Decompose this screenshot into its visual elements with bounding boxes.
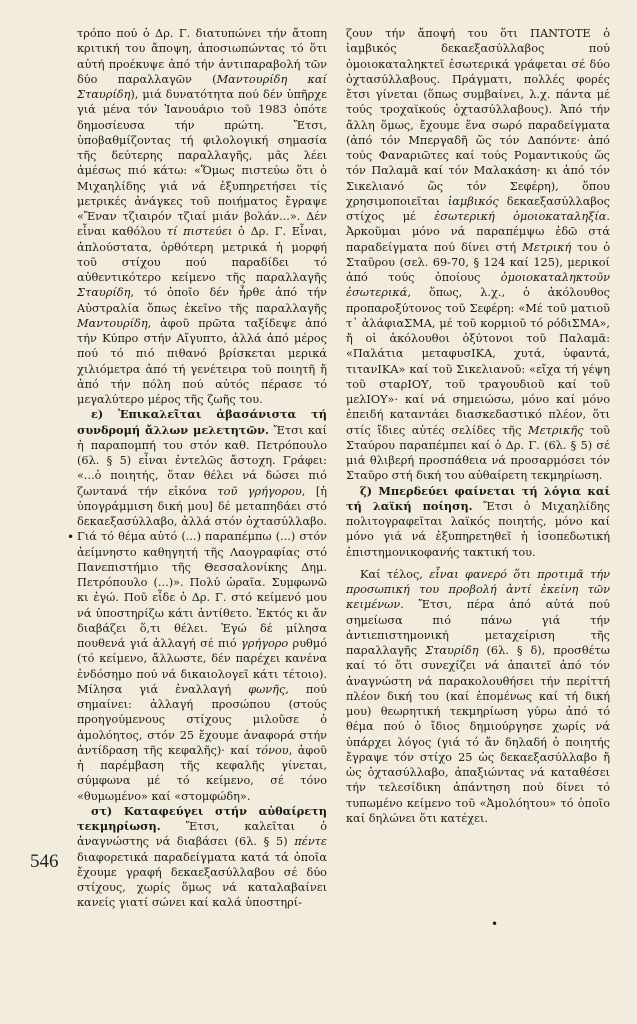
- text-run: (6λ. § δ), προσθέτω καί τό ὅτι συνεχίζει νά ἀπαιτεῖ ἀπό τόν ἀναγνώστη νά παρακολουθήσει τήν περίττή πλέον δική του (καί ἑπομένως καί τή δική μου) θεωρητική τεκμηρίωση γύρω ἀπό τό θέμα πού ὁ ἴδιος δημιούργησε χωρίς νά ὑπάρχει λόγος (γιά τό ἄν δηλαδή ὁ ποιητής ἔγραψε τόν στίχο 25 ὡς δεκαεξασύλλαβο ἤ ὡς ὀχτασύλλαβο, ἀπαξιώντας νά καταθέσει τήν τελεσίδικη ἀπάντηση πού δίνει τό τυπωμένο κείμενο τοῦ «Ἀμολόητου» τό ὁποῖο καί δηλώνει ὅτι κατέχει.: [346, 644, 610, 825]
- text-run: , ἀφοῦ πρῶτα ταξίδεψε ἀπό τήν Κύπρο στήν Αἴγυπτο, ἀλλά ἀπό μέρος πού τό πιό πιθανό βρίσκεται μερικά χιλιόμετρα ἀπό τή γενέτειρα τοῦ ποιητῆ ἤ ἀπό τήν πόλη πού αὐτός πέρασε τό μεγαλύτερο μέρος τῆς ζωῆς του.: [77, 316, 327, 406]
- italic-run: εἶναι φανερό ὅτι προτιμᾶ τήν προσωπική του προβολή ἀντί ἐκείνη τῶν κειμένων: [346, 567, 610, 612]
- italic-run: ἰαμβικός: [447, 194, 499, 208]
- text-run: του ὁ Σταῦρου (σελ. 69-70, § 124 καί 125), μερικοί ἀπό τούς ὁποίους: [346, 240, 611, 284]
- right-paragraph-1: [346, 26, 610, 484]
- section-st-heading: στ) Καταφεύγει στήν αὐθαίρετη τεκμηρίωση.: [77, 803, 327, 833]
- italic-run: Σταυρίδη: [77, 286, 131, 300]
- italic-run: τοῦ γρήγορου: [217, 484, 302, 498]
- text-run: . Ἔτσι, πέρα ἀπό αὐτά πού σημείωσα πιό πάνω γιά τήν ἀντιεπιστημονική μεταχείριση τῆς παραλλαγῆς: [346, 598, 610, 657]
- italic-run: Σταυρίδη: [425, 644, 479, 657]
- text-run: Ἔτσι, καλεῖται ὁ ἀναγνώστης νά διαβάσει (6λ. § 5): [77, 820, 327, 849]
- section-st-paragraph: [77, 804, 327, 911]
- final-paragraph: [346, 567, 610, 826]
- italic-run: Μαντουρίδη: [77, 316, 148, 330]
- section-z-paragraph: [346, 484, 610, 560]
- margin-mark: •: [67, 530, 75, 544]
- left-paragraph-1: [77, 26, 327, 407]
- italic-run: φωνῆς: [248, 682, 286, 696]
- text-run: τοῦ Σταύρου παραπέμπει καί ὁ Δρ. Γ. (6λ. § 5) σέ μιά θλιβερή προσπάθεια νά προσαρμόσει τόν Σταῦρο στή δική του αὐθαίρετη τεκμηρίωση.: [346, 423, 610, 483]
- text-run: ρυθμό (τό κείμενο, ἄλλωστε, δέν παρέχει κανένα ἐνδόσημο πού νά δικαιολογεῖ κάτι τέτοιο). Μίλησα γιά ἐναλλαγή: [77, 637, 328, 696]
- italic-run: ὁμοιοκαταληκτοῦν ἐσωτερικά: [346, 271, 610, 300]
- italic-run: Μετρική: [522, 240, 572, 254]
- text-run: Καί τέλος,: [360, 567, 430, 581]
- section-e-heading: ε) Ἐπικαλεῖται ἀβασάνιστα τή συνδρομή ἄλλων μελετητῶν.: [77, 407, 327, 437]
- text-run: Ἔτσι καί ἡ παραπομπή του στόν καθ. Πετρόπουλο (6λ. § 5) εἶναι ἐντελῶς ἄστοχη. Γράφει: «...ὁ ποιητής, ὅταν θέλει νά δώσει πιό ζωντανά τήν εἰκόνα: [77, 423, 327, 498]
- italic-run: Μαντουρίδη καί Σταυρίδη: [77, 72, 327, 101]
- text-run: , [ἡ ὑπογράμμιση δική μου] δέ μεταπηδάει στό δεκαεξασύλλαβο, ἀλλά στόν ὀχτασύλλαβο. Γιά τό θέμα αὐτό (...) παραπέμπω (...) στόν ἀείμνηστο καθηγητή τῆς Λαογραφίας στό Πανεπιστήμιο τῆς Θεσσαλονίκης Δημ. Πετρόπουλο (...)». Πολύ ὡραῖα. Συμφωνῶ κι ἐγώ. Ποῦ εἶδε ὁ Δρ. Γ. στό κείμενό μου νά ὑποστηρίζω κάτι ἀντίθετο. Ἐκτός κι ἄν διαβάζει ὅ,τι θέλει. Ἐγώ δέ μίλησα πουθενά γιά ἀλλαγή σέ πιό: [77, 484, 327, 650]
- text-run: , τό ὁποῖο δέν ἦρθε ἀπό τήν Αὐστραλία ὅπως ἐκεῖνο τῆς παραλλαγῆς: [77, 286, 327, 315]
- text-run: δεκαεξασύλλαβος στίχος μέ: [346, 194, 611, 223]
- text-run: ζουν τήν ἄποψή του ὅτι ΠΑΝΤΟΤΕ ὁ ἰαμβικός δεκαεξασύλλαβος πού ὁμοιοκαταληκτεῖ ἐσωτερικά γράφεται σέ δύο ὀχτασύλλαβους. Πράγματι, πολλές φορές ἔτσι γίνεται (ὅπως συμβαίνει, λ.χ. πάντα μέ τούς τροχαϊκούς ὀχτασύλλαβους). Ἀπό τήν ἄλλη ὅμως, ἔχουμε ἕνα σωρό παραδείγματα (ἀπό τόν Μπεργαδῆ ὥς τόν Δαπόντε· ἀπό τούς Φαναριῶτες καί τούς Ρομαντικούς ὥς τόν Παλαμᾶ καί τόν Μαλακάση· κι ἀπό τόν Σικελιανό ὥς τόν Σεφέρη), ὅπου χρησιμοποιεῖται: [346, 27, 610, 208]
- left-column: [77, 26, 327, 911]
- text-run: διαφορετικά παραδείγματα κατά τά ὁποῖα ἔχουμε γραφή δεκαεξασύλλαβου σέ δύο στίχους, χωρίς ὅμως νά καταλαβαίνει κανείς γιατί σώνει καί καλά ὑποστηρί-: [77, 850, 327, 910]
- right-column: [346, 26, 610, 826]
- text-run: , ἀφοῦ ἡ παρέμβαση τῆς κεφαλῆς γίνεται, σύμφωνα μέ τό κείμενο, σέ τόνο «θυμωμένο» καί «στομφώδη».: [77, 743, 327, 803]
- italic-run: ἐσωτερική ὁμοιοκαταληξία: [434, 210, 607, 223]
- text-run: , πού σημαίνει: ἀλλαγή προσώπου (στούς προηγούμενους στίχους μιλοῦσε ὁ ἀμολόητος, στόν 25 ἔχουμε ἀναφορά στήν ἀντίδραση τῆς κεφαλῆς)· καί: [77, 682, 327, 757]
- italic-run: πέντε: [294, 835, 327, 849]
- section-z-heading: ζ) Μπερδεύει φαίνεται τή λόγια καί τή λαϊκή ποίηση.: [346, 483, 610, 513]
- italic-run: τόνου: [255, 743, 289, 757]
- section-e-paragraph: [77, 407, 327, 804]
- text-run: Ἔτσι ὁ Μιχαηλίδης πολιτογραφεῖται λαϊκός ποιητής, μόνο καί μόνο γιά νά ἐξυπηρετηθεῖ ἡ ἰσοπεδωτική ἐπιστημονικοφανής τακτική του.: [346, 499, 610, 559]
- italic-run: τί πιστεύει: [166, 225, 233, 239]
- end-mark: •: [491, 917, 499, 931]
- page-number: 546: [30, 851, 59, 872]
- text-run: ὁ Δρ. Γ. Εἶναι, ἁπλούστατα, ὀρθότερη μετρικά ἡ μορφή τοῦ στίχου πού παραδίδει τό αὐθεντικότερο κείμενο τῆς παραλλαγῆς: [77, 225, 327, 284]
- text-run: . Ἀρκοῦμαι μόνο νά παραπέμψω ἐδῶ στά παραδείγματα πού δίνει στή: [346, 210, 611, 254]
- text-run: ), μιά δυνατότητα πού δέν ὑπῆρχε γιά μένα τόν Ἰανουάριο τοῦ 1983 ὁπότε δημοσίευσα τήν πρώτη. Ἔτσι, ὑποβαθμίζοντας τή φιλολογική σημασία τῆς δεύτερης παραλλαγῆς, μᾶς λέει ἀμέσως πιό κάτω: «Ὅμως πιστεύω ὅτι ὁ Μιχαηλίδης γιά νά ἐξυπηρετήσει τίς μετρικές ἀνάγκες τοῦ ποιήματος ἔγραψε «Ἔναν τζιαιρόν τζιαί μιάν βολάν...». Δέν εἶναι καθόλου: [77, 88, 327, 239]
- text-run: , ὅπως, λ.χ., ὁ ἀκόλουθος προπαροξύτονος τοῦ Σεφέρη: «Μέ τοῦ ματιοῦ τ᾿ ἀλάφιαΣΜΑ, μέ τοῦ κορμιοῦ τό ρόδιΣΜΑ», ἤ οἱ ἀκόλουθοι ὀξύτονοι τοῦ Παλαμᾶ: «Παλάτια μεταφυσΙΚΑ, χυτά, ὑφαντά, τιτανΙΚΑ» καί τοῦ Σικελιανοῦ: «εἴχα τή γέψη τοῦ σταρΙΟΥ, τοῦ τραγουδιοῦ καί τοῦ μελΙΟΥ»· καί νά σημειώσω, μόνο καί μόνο ἐπειδή καταντάει διασκεδαστικό πλέον, ὅτι στίς ἴδιες αὐτές σελίδες τῆς: [346, 286, 610, 437]
- text-run: τρόπο πού ὁ Δρ. Γ. διατυπώνει τήν ἄτοπη κριτική του ἄποψη, ἀποσιωπώντας τό ὅτι αὐτή προέκυψε ἀπό τήν ἀντιπαραβολή τῶν δύο παραλλαγῶν (: [77, 27, 327, 86]
- paragraph-gap: [346, 560, 610, 567]
- italic-run: γρήγορο: [241, 637, 289, 650]
- italic-run: Μετρικῆς: [528, 423, 584, 437]
